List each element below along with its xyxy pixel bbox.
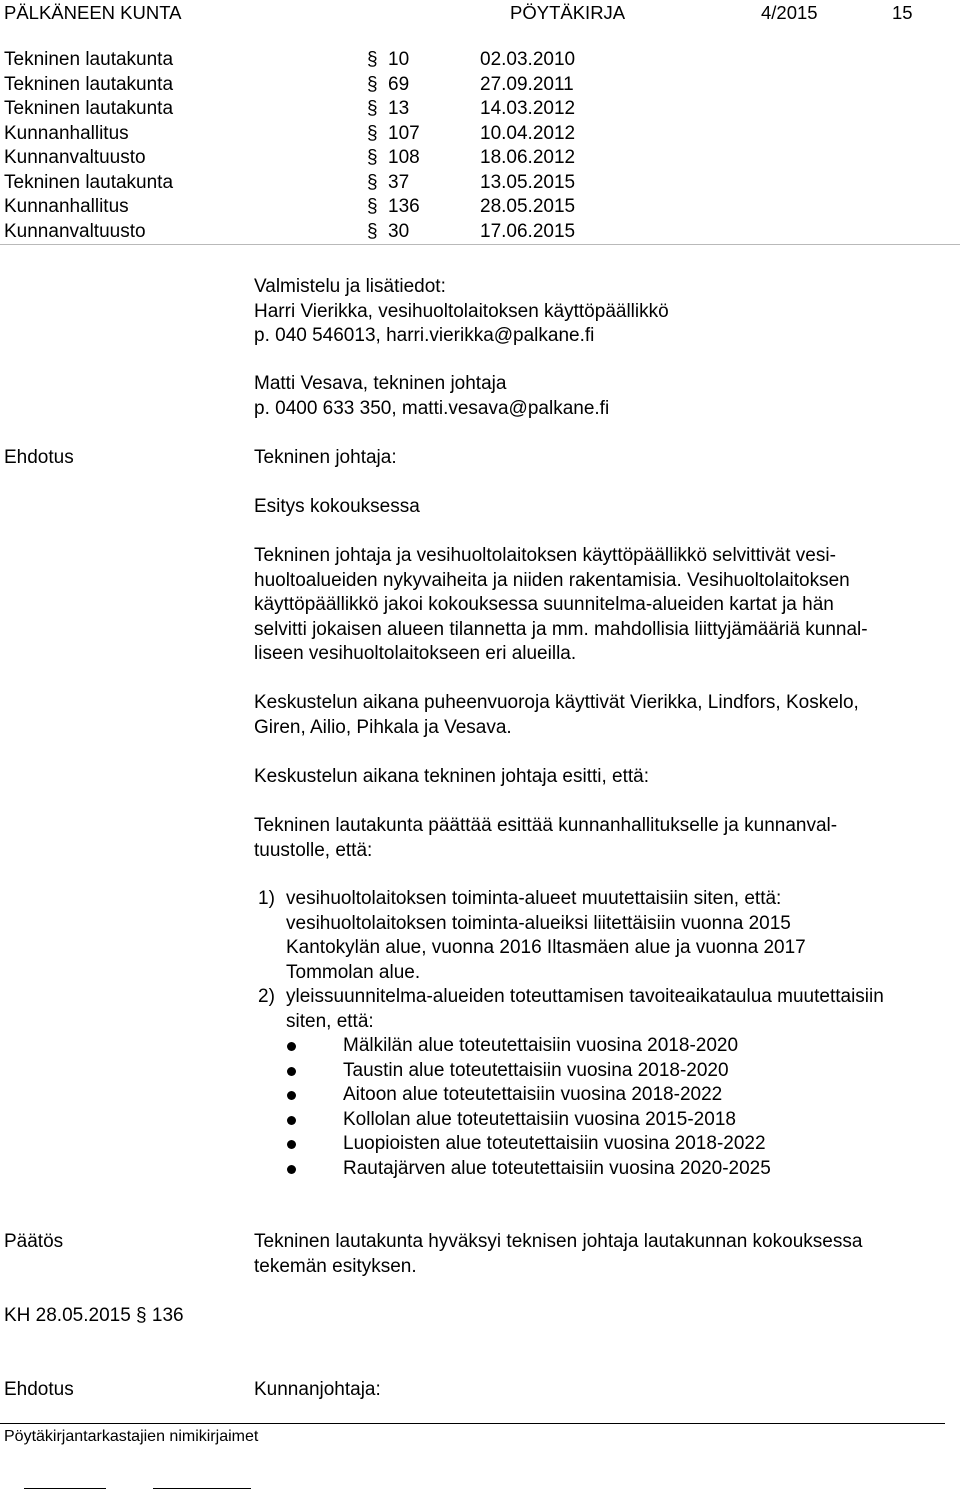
proposal-paragraph-3: Keskustelun aikana tekninen johtaja esitti, että: [254,766,650,787]
bullet-item: Taustin alue toteutettaisiin vuosina 2018-2020 [343,1059,729,1081]
history-body: Tekninen lautakunta [4,73,174,95]
text-line: Tekninen lautakunta päättää esittää kunnanhallitukselle ja kunnanval- [254,815,838,836]
signatures-label: Pöytäkirjantarkastajien nimikirjaimet [4,1428,259,1445]
history-number: 30 [388,220,410,242]
contact-name: Harri Vierikka, vesihuoltolaitoksen käyttöpäällikkö [254,300,669,322]
history-date: 27.09.2011 [480,73,574,95]
history-date: 02.03.2010 [480,49,576,70]
proposal-label: Ehdotus [4,447,74,468]
contact-details: p. 0400 633 350, matti.vesava@palkane.fi [254,397,610,419]
section-sign: § [367,220,378,242]
history-number: 108 [388,147,420,168]
bullet-dot [287,1165,296,1174]
bullet-item: Kollolan alue toteutettaisiin vuosina 2015-2018 [343,1108,736,1130]
bullet-item: Mälkilän alue toteutettaisiin vuosina 2018-2020 [343,1035,739,1056]
text-line: käyttöpäällikkö jakoi kokouksessa suunnitelma-alueiden kartat ja hän [254,594,834,615]
history-number: 10 [388,49,410,70]
text-line: tekemän esityksen. [254,1255,417,1277]
history-number: 37 [388,171,410,193]
text-line: Kantokylän alue, vuonna 2016 Iltasmäen alue ja vuonna 2017 [286,937,806,958]
bullet-item: Aitoon alue toteutettaisiin vuosina 2018-2022 [343,1084,723,1105]
section-sign: § [367,98,378,119]
text-line: siten, että: [286,1010,374,1032]
document-type: PÖYTÄKIRJA [510,2,626,23]
history-number: 136 [388,196,420,217]
section-sign: § [367,73,378,95]
text-line: selvitti jokaisen alueen tilannetta ja mm. mahdollisia liittyjämääriä kunnal- [254,618,868,640]
list-number: 2) [258,986,275,1007]
proposal-paragraph-2 [254,691,954,740]
proposal-paragraph-4 [254,814,954,863]
history-body: Tekninen lautakunta [4,49,174,70]
proposal-paragraph-1 [254,544,954,667]
history-body: Tekninen lautakunta [4,171,174,193]
bullet-dot [287,1042,296,1051]
signature-line [24,1488,106,1489]
text-line: Tommolan alue. [286,961,421,983]
decision-text [254,1230,954,1279]
history-body: Kunnanvaltuusto [4,147,146,168]
history-date: 13.05.2015 [480,171,576,193]
proposer: Tekninen johtaja: [254,447,397,468]
page-number: 15 [892,2,913,23]
history-date: 18.06.2012 [480,147,576,168]
signature-line [153,1488,251,1489]
kh-reference-prefix: KH 28.05.2015 [4,1305,131,1326]
history-date: 14.03.2012 [480,98,576,119]
history-body: Tekninen lautakunta [4,98,174,119]
section-sign: § [367,196,378,217]
list-item-2 [286,985,960,1034]
history-body: Kunnanhallitus [4,122,129,144]
footer-divider [0,1423,945,1424]
contact-details: p. 040 546013, harri.vierikka@palkane.fi [254,325,595,346]
section-sign: § [367,147,378,168]
text-line: liseen vesihuoltolaitokseen eri alueilla. [254,643,577,664]
bullet-dot [287,1091,296,1100]
section-sign: § [136,1305,147,1326]
list-number: 1) [258,888,275,909]
list-item-1 [286,887,960,985]
municipality-name: PÄLKÄNEEN KUNTA [4,2,182,23]
text-line: Giren, Ailio, Pihkala ja Vesava. [254,716,512,738]
issue-number: 4/2015 [761,2,818,23]
history-body: Kunnanhallitus [4,196,129,217]
bullet-item: Rautajärven alue toteutettaisiin vuosina 2020-2025 [343,1157,771,1179]
bullet-dot [287,1067,296,1076]
section-sign: § [367,122,378,144]
kh-proposer: Kunnanjohtaja: [254,1379,381,1400]
history-body: Kunnanvaltuusto [4,220,146,242]
text-line: yleissuunnitelma-alueiden toteuttamisen tavoiteaikataulua muutettaisiin [286,986,884,1007]
history-number: 107 [388,122,420,144]
history-divider [0,244,960,245]
bullet-item: Luopioisten alue toteutettaisiin vuosina 2018-2022 [343,1133,766,1154]
history-date: 17.06.2015 [480,220,576,242]
history-date: 28.05.2015 [480,196,576,217]
bullet-dot [287,1140,296,1149]
text-line: vesihuoltolaitoksen toiminta-alueet muutettaisiin siten, että: [286,888,782,909]
preparation-block [254,275,954,349]
text-line: tuustolle, että: [254,839,373,861]
contact-name: Matti Vesava, tekninen johtaja [254,373,507,394]
history-number: 13 [388,98,410,119]
history-date: 10.04.2012 [480,122,576,144]
decision-label: Päätös [4,1231,64,1252]
proposal-intro: Esitys kokouksessa [254,496,420,517]
text-line: Tekninen lautakunta hyväksyi teknisen johtaja lautakunnan kokouksessa [254,1231,863,1252]
kh-reference-number: 136 [151,1305,184,1326]
text-line: huoltoalueiden nykyvaiheita ja niiden rakentamisia. Vesihuoltolaitoksen [254,569,850,591]
section-sign: § [367,49,378,70]
text-line: Tekninen johtaja ja vesihuoltolaitoksen käyttöpäällikkö selvittivät vesi- [254,545,836,566]
section-sign: § [367,171,378,193]
text-line: Keskustelun aikana puheenvuoroja käyttivät Vierikka, Lindfors, Koskelo, [254,692,859,713]
preparation-heading: Valmistelu ja lisätiedot: [254,276,446,297]
preparation-block-2 [254,372,954,421]
history-number: 69 [388,73,410,95]
kh-reference [4,1304,184,1329]
bullet-dot [287,1116,296,1125]
text-line: vesihuoltolaitoksen toiminta-alueiksi liitettäisiin vuonna 2015 [286,912,791,934]
kh-proposal-label: Ehdotus [4,1379,74,1400]
